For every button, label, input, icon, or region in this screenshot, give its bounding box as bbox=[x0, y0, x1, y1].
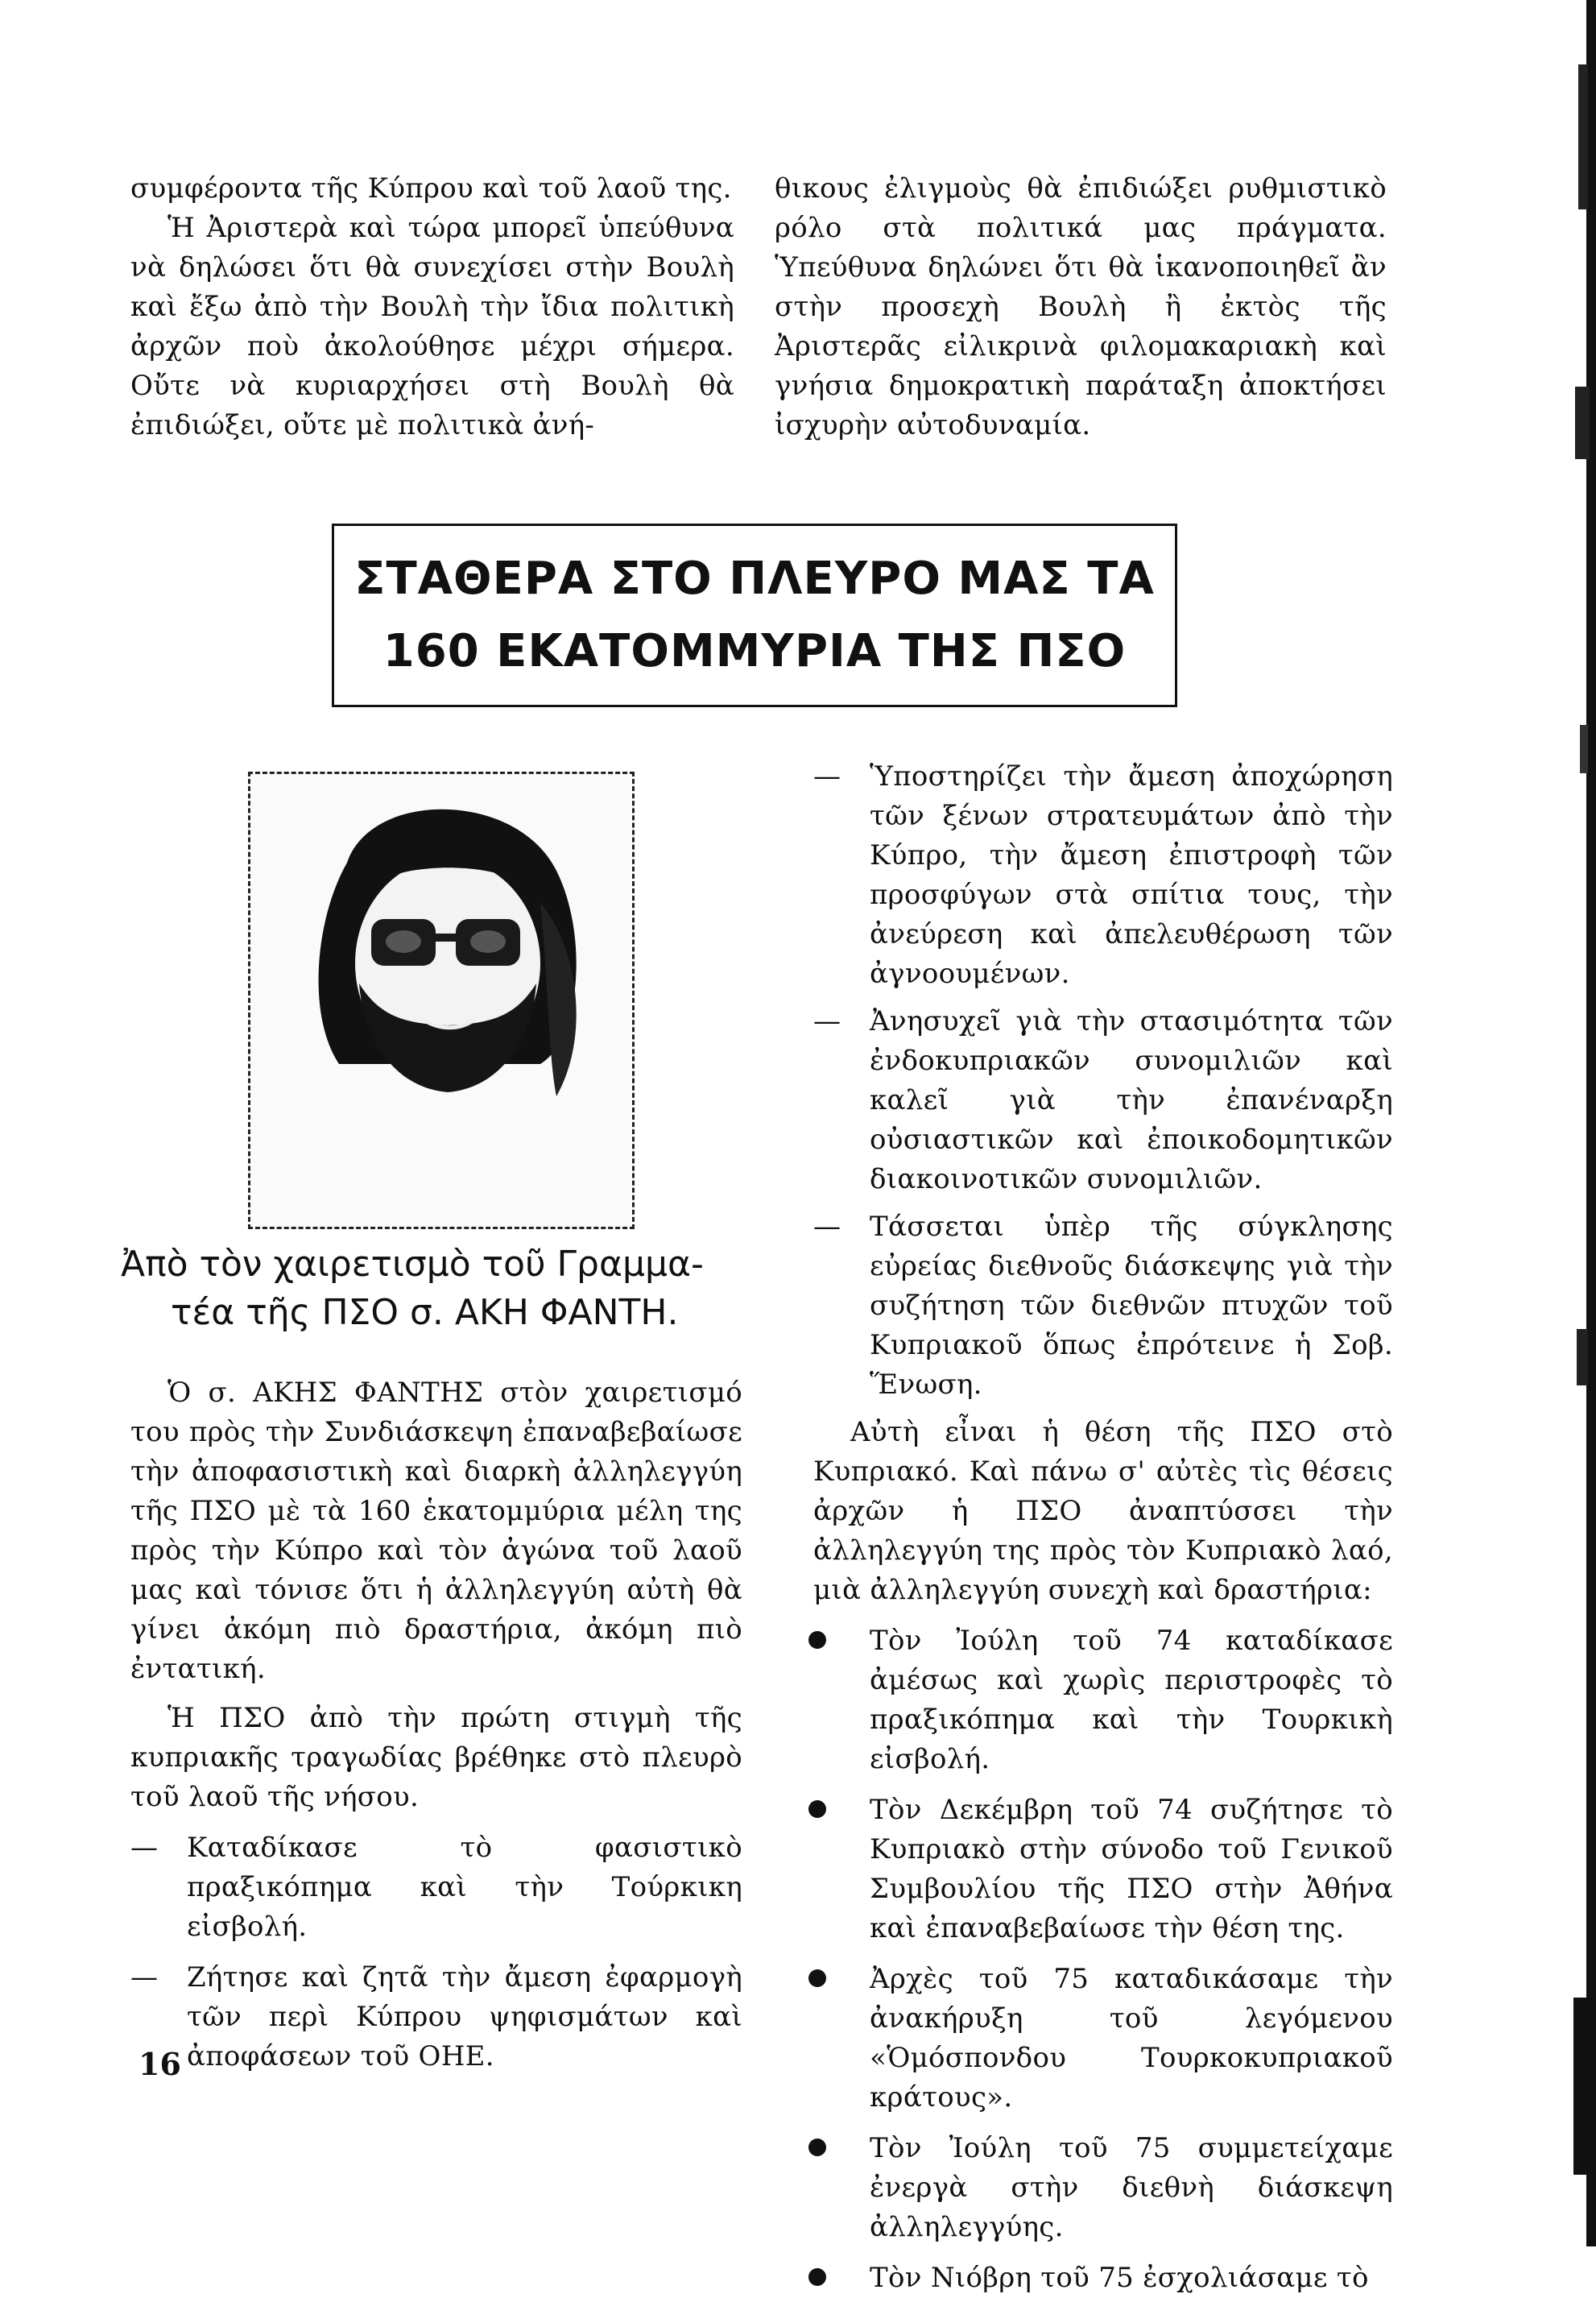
paragraph: Ἡ ΠΣΟ ἀπὸ τὴν πρώτη στιγμὴ τῆς κυπριακῆς τραγωδίας βρέθηκε στὸ πλευρὸ τοῦ λαοῦ τῆς νήσου. bbox=[130, 1702, 742, 1813]
list-item-text: Ζήτησε καὶ ζητᾶ τὴν ἄμεση ἐφαρμογὴ τῶν περὶ Κύπρου ψηφισμάτων καὶ ἀποφάσεων τοῦ ΟΗΕ. bbox=[187, 1961, 742, 2072]
paragraph: Αὐτὴ εἶναι ἡ θέση τῆς ΠΣΟ στὸ Κυπριακό. Καὶ πάνω σ' αὐτὲς τὶς θέσεις ἀρχῶν ἡ ΠΣΟ ἀναπτύσσει τὴν ἀλληλεγγύη της πρὸς τὸν Κυπριακὸ λαό, μιὰ ἀλληλεγγύη συνεχὴ καὶ δραστήρια: bbox=[813, 1416, 1393, 1606]
bullet-icon bbox=[808, 2268, 826, 2286]
dash-marker: — bbox=[813, 760, 841, 793]
paragraph: θικους ἐλιγμοὺς θὰ ἐπιδιώξει ρυθμιστικὸ ρόλο στὰ πολιτικά μας πράγματα. Ὑπεύθυνα δηλώνει ὅτι θὰ ἱκανοποιηθεῖ ἂν στὴν προσεχὴ Βουλὴ ἢ ἐκτὸς τῆς Ἀριστερᾶς εἰλικρινὰ φιλομακαριακὴ καὶ γνήσια δημοκρατικὴ παράταξη ἀποκτήσει ἰσχυρὴν αὐτοδυναμία. bbox=[775, 172, 1387, 441]
paragraph: συμφέροντα τῆς Κύπρου καὶ τοῦ λαοῦ της. bbox=[130, 172, 732, 205]
bottom-right-column bbox=[813, 757, 1393, 2298]
list-item bbox=[813, 1002, 1393, 1199]
bullet-text: Ἀρχὲς τοῦ 75 καταδικάσαμε τὴν ἀνακήρυξη τοῦ λεγόμενου «Ὁμόσπονδου Τουρκοκυπριακοῦ κράτους». bbox=[870, 1963, 1393, 2114]
bullet-item bbox=[813, 2259, 1393, 2298]
dash-marker: — bbox=[130, 1832, 159, 1864]
page-number: 16 bbox=[139, 2046, 181, 2082]
list-item-text: Ἀνησυχεῖ γιὰ τὴν στασιμότητα τῶν ἐνδοκυπριακῶν συνομιλιῶν καὶ καλεῖ γιὰ τὴν ἐπανέναρξη οὐσιαστικῶν καὶ ἐποικοδομητικῶν διακοινοτικῶν συνομιλιῶν. bbox=[870, 1005, 1393, 1195]
paragraph: Ἡ Ἀριστερὰ καὶ τώρα μπορεῖ ὑπεύθυνα νὰ δηλώσει ὅτι θὰ συνεχίσει στὴν Βουλὴ καὶ ἔξω ἀπὸ τὴν Βουλὴ τὴν ἴδια πολιτικὴ ἀρχῶν ποὺ ἀκολούθησε μέχρι σήμερα. Οὔτε νὰ κυριαρχήσει στὴ Βουλὴ θὰ ἐπιδιώξει, οὔτε μὲ πολιτικὰ ἀνή- bbox=[130, 212, 734, 441]
list-item-text: Ὑποστηρίζει τὴν ἄμεση ἀποχώρηση τῶν ξένων στρατευμάτων ἀπὸ τὴν Κύπρο, τὴν ἄμεση ἐπιστροφὴ τῶν προσφύγων στὰ σπίτια τους, τὴν ἀνεύρεση καὶ ἀπελευθέρωση τῶν ἀγνοουμένων. bbox=[870, 760, 1393, 990]
caption-line-2: τέα τῆς ΠΣΟ σ. ΑΚΗ ΦΑΝΤΗ. bbox=[171, 1292, 679, 1333]
top-right-column bbox=[775, 169, 1387, 445]
caption-line-1: Ἀπὸ τὸν χαιρετισμὸ τοῦ Γραμμα- bbox=[121, 1244, 704, 1285]
dash-marker: — bbox=[130, 1961, 159, 1994]
bullet-text: Τὸν Νιόβρη τοῦ 75 ἐσχολιάσαμε τὸ bbox=[870, 2262, 1369, 2294]
bottom-left-column bbox=[130, 1373, 742, 2076]
bullet-item bbox=[813, 1621, 1393, 1779]
list-item-text: Τάσσεται ὑπὲρ τῆς σύγκλησης εὐρείας διεθνοῦς διάσκεψης γιὰ τὴν συζήτηση τῶν διεθνῶν πτυχῶν τοῦ Κυπριακοῦ ὅπως ἐπρότεινε ἡ Σοβ. Ἕνωση. bbox=[870, 1211, 1393, 1401]
bullet-text: Τὸν Ἰούλη τοῦ 75 συμμετείχαμε ἐνεργὰ στὴν διεθνὴ διάσκεψη ἀλληλεγγύης. bbox=[870, 2132, 1393, 2243]
bullet-item bbox=[813, 2129, 1393, 2247]
list-item bbox=[813, 1207, 1393, 1405]
dash-marker: — bbox=[813, 1211, 841, 1243]
bullet-item bbox=[813, 1960, 1393, 2118]
bullet-icon bbox=[808, 1800, 826, 1818]
bullet-text: Τὸν Ἰούλη τοῦ 74 καταδίκασε ἀμέσως καὶ χωρὶς περιστροφὲς τὸ πραξικόπημα καὶ τὴν Τουρκικὴ εἰσβολή. bbox=[870, 1625, 1393, 1775]
bullet-icon bbox=[808, 1969, 826, 1987]
top-left-column bbox=[130, 169, 734, 445]
paragraph: Ὁ σ. ΑΚΗΣ ΦΑΝΤΗΣ στὸν χαιρετισμό του πρὸς τὴν Συνδιάσκεψη ἐπαναβεβαίωσε τὴν ἀποφασιστικὴ καὶ διαρκὴ ἀλληλεγγύη τῆς ΠΣΟ μὲ τὰ 160 ἑκατομμύρια μέλη της πρὸς τὴν Κύπρο καὶ τὸν ἀγώνα τοῦ λαοῦ μας καὶ τόνισε ὅτι ἡ ἀλληλεγγύη αὐτὴ θὰ γίνει ἀκόμη πιὸ δραστήρια, ἀκόμη πιὸ ἐντατική. bbox=[130, 1377, 742, 1685]
dash-marker: — bbox=[813, 1005, 841, 1037]
bullet-icon bbox=[808, 2139, 826, 2156]
bullet-text: Τὸν Δεκέμβρη τοῦ 74 συζήτησε τὸ Κυπριακὸ στὴν σύνοδο τοῦ Γενικοῦ Συμβουλίου τῆς ΠΣΟ στὴν Ἀθήνα καὶ ἐπαναβεβαίωσε τὴν θέση της. bbox=[870, 1794, 1393, 1944]
list-item-text: Καταδίκασε τὸ φασιστικὸ πραξικόπημα καὶ τὴν Τούρκικη εἰσβολή. bbox=[187, 1832, 742, 1943]
photo-caption bbox=[121, 1240, 757, 1337]
headline-box bbox=[332, 524, 1177, 707]
list-item bbox=[130, 1828, 742, 1947]
bullet-icon bbox=[808, 1631, 826, 1649]
list-item bbox=[813, 757, 1393, 994]
bullet-item bbox=[813, 1791, 1393, 1948]
headline-line-2: 160 ΕΚΑΤΟΜΜΥΡΙΑ ΤΗΣ ΠΣΟ bbox=[382, 625, 1127, 677]
portrait-photo bbox=[248, 772, 635, 1229]
scan-edge-mark bbox=[1572, 0, 1596, 2246]
headline-line-1: ΣΤΑΘΕΡΑ ΣΤΟ ΠΛΕΥΡΟ ΜΑΣ ΤΑ bbox=[354, 553, 1155, 605]
list-item bbox=[130, 1958, 742, 2076]
portrait-image bbox=[250, 774, 632, 1227]
